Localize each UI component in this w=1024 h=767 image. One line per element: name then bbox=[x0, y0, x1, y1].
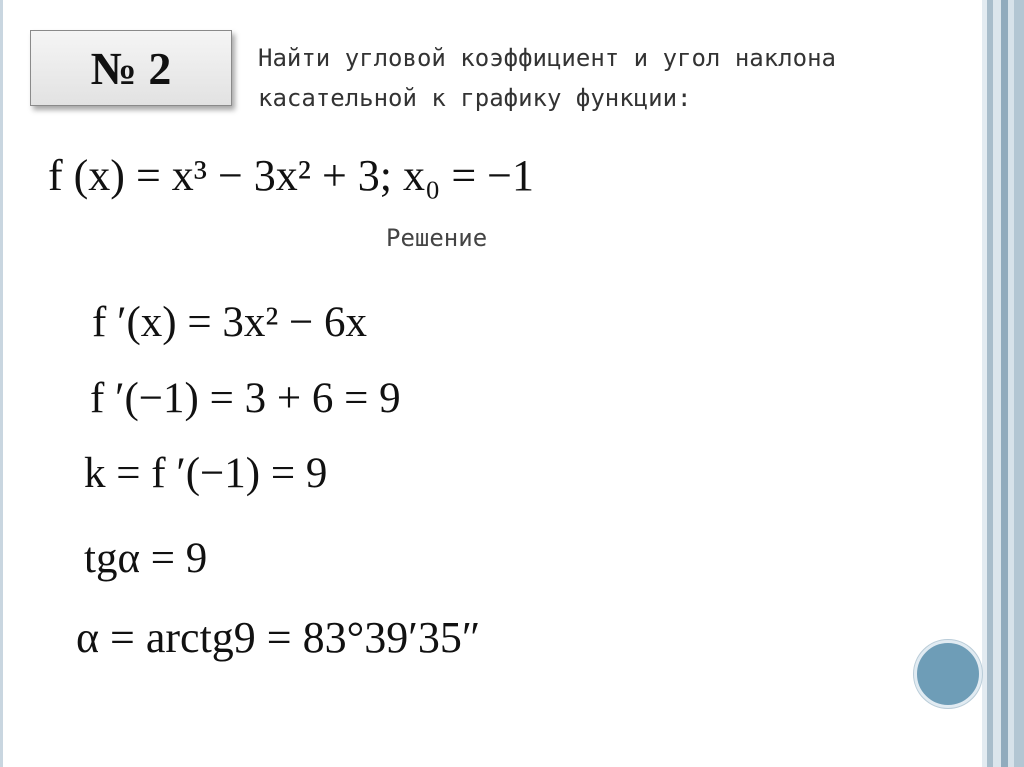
angle-result: α = arctg9 = 83°39′35″ bbox=[76, 613, 481, 662]
solution-heading: Решение bbox=[386, 224, 488, 252]
given-function: f (x) = x³ − 3x² + 3; x₀ = −1 bbox=[48, 151, 534, 200]
right-stripe-decoration bbox=[982, 0, 1024, 767]
task-line-2: касательной к графику функции: bbox=[258, 84, 692, 112]
derivative-at-point: f ′(−1) = 3 + 6 = 9 bbox=[90, 375, 401, 422]
problem-number-box bbox=[30, 30, 232, 106]
tangent-equation: tgα = 9 bbox=[84, 535, 208, 582]
decorative-circle bbox=[914, 640, 982, 708]
task-statement bbox=[258, 38, 978, 118]
derivative-formula: f ′(x) = 3x² − 6x bbox=[92, 299, 368, 346]
task-line-1: Найти угловой коэффициент и угол наклона bbox=[258, 44, 836, 72]
problem-number: № 2 bbox=[90, 42, 172, 94]
slope-value: k = f ′(−1) = 9 bbox=[84, 450, 328, 497]
left-edge-decoration bbox=[0, 0, 3, 767]
